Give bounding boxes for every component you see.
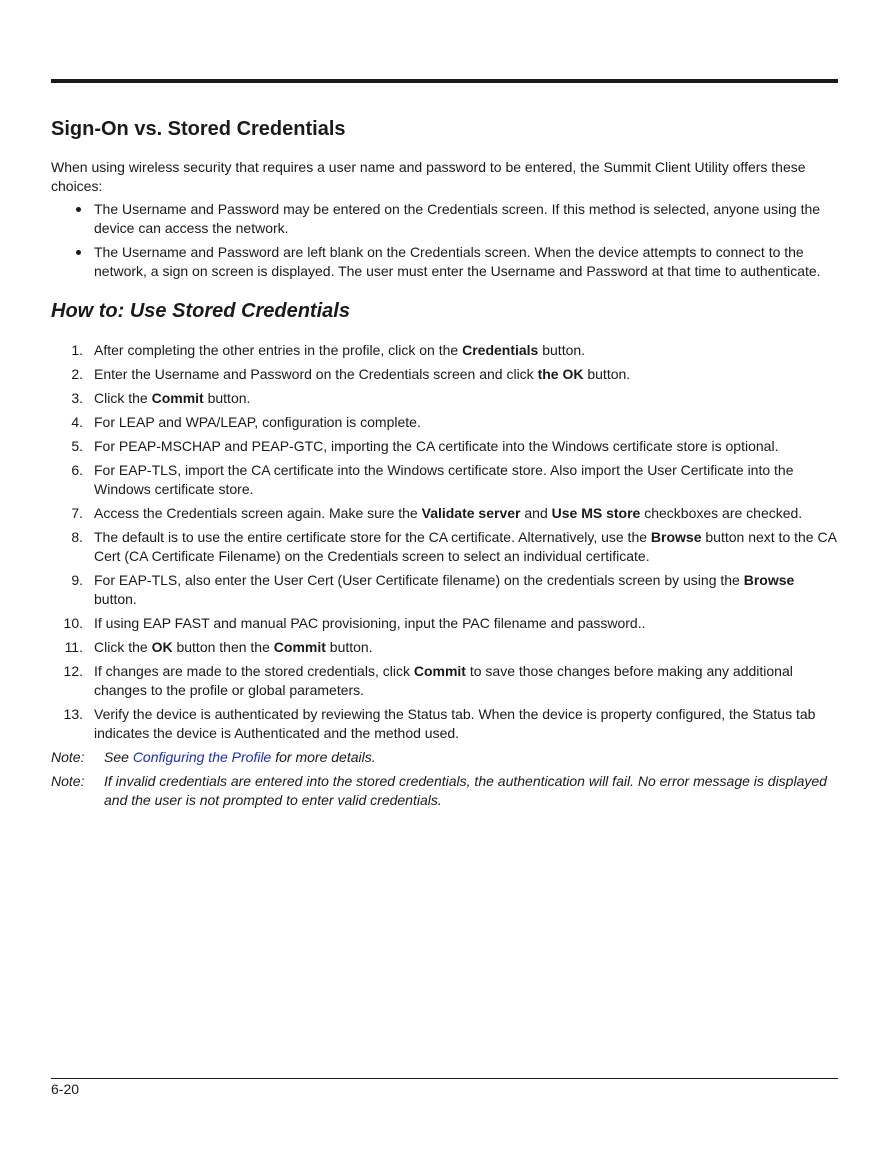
intro-paragraph: When using wireless security that requires a user name and password to be entered, the Summit Client Utility offers these choices: [51,159,806,194]
step-item: 6. For EAP-TLS, import the CA certificate into the Windows certificate store. Also import the User Certificate into the Windows certificate store. [71,462,794,497]
bullet-icon [76,250,81,255]
section-title: Sign-On vs. Stored Credentials [51,118,346,140]
howto-title: How to: Use Stored Credentials [51,300,350,322]
page-content [51,118,838,815]
footer-rule [51,1078,838,1079]
bullet-icon [76,207,81,212]
step-item: 7. Access the Credentials screen again. Make sure the Validate server and Use MS store checkboxes are checked. [71,505,803,521]
step-item: 9. For EAP-TLS, also enter the User Cert (User Certificate filename) on the credentials screen by using the Browse button. [71,572,795,607]
step-item: 8. The default is to use the entire certificate store for the CA certificate. Alternatively, use the Browse button next to the CA Cert (CA Certificate Filename) on the Credentials screen to select an individual certificate. [71,529,837,564]
list-item: The Username and Password may be entered on the Credentials screen. If this method is selected, anyone using the device can access the network. [51,200,838,238]
step-item: 12. If changes are made to the stored credentials, click Commit to save those changes before making any additional changes to the profile or global parameters. [63,663,793,698]
steps-list [51,341,838,743]
step-item: 4. For LEAP and WPA/LEAP, configuration is complete. [71,414,421,430]
step-item: 5. For PEAP-MSCHAP and PEAP-GTC, importing the CA certificate into the Windows certificate store is optional. [71,438,779,454]
step-item: 3. Click the Commit button. [71,390,251,406]
step-item: 2. Enter the Username and Password on the Credentials screen and click the OK button. [71,366,631,382]
step-item: 1. After completing the other entries in the profile, click on the Credentials button. [71,342,586,358]
step-item: 10. If using EAP FAST and manual PAC provisioning, input the PAC filename and password.. [63,615,646,631]
configuring-profile-link[interactable]: Configuring the Profile [132,749,272,765]
page-number: 6-20 [51,1081,80,1097]
choices-list [51,200,838,281]
header-rule [51,79,838,83]
note-profile: Note: See Configuring the Profile for more details. [51,749,376,765]
step-item: 11. Click the OK button then the Commit button. [64,639,373,655]
step-item: 13. Verify the device is authenticated by reviewing the Status tab. When the device is property configured, the Status tab indicates the device is Authenticated and the method used. [63,706,816,741]
note-invalid-credentials: Note: If invalid credentials are entered into the stored credentials, the authentication will fail. No error message is displayed and the user is not prompted to enter valid credentials. [51,773,827,808]
list-item: The Username and Password are left blank on the Credentials screen. When the device attempts to connect to the network, a sign on screen is displayed. The user must enter the Username and Password at that time to authenticate. [51,243,838,281]
